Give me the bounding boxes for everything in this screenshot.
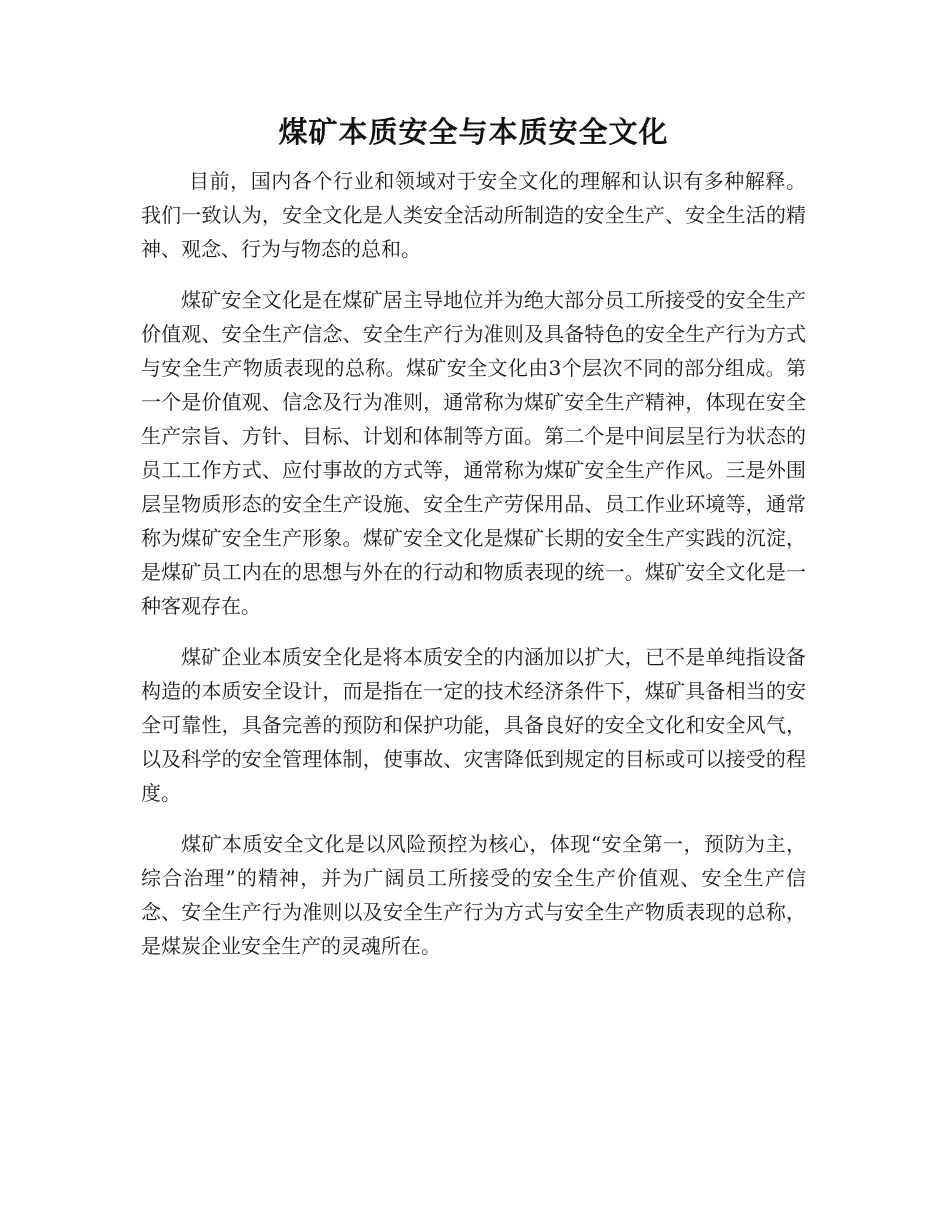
document-body — [141, 112, 806, 963]
paragraph-4: 煤矿本质安全文化是以风险预控为核心，体现“安全第一，预防为主，综合治理”的精神，并为广阔员工所接受的安全生产价值观、安全生产信念、安全生产行为准则以及安全生产行为方式与安全生产物质表现的总称，是煤炭企业安全生产的灵魂所在。 — [141, 832, 806, 958]
paragraph-2: 煤矿安全文化是在煤矿居主导地位并为绝大部分员工所接受的安全生产价值观、安全生产信念、安全生产行为准则及具备特色的安全生产行为方式与安全生产物质表现的总称。煤矿安全文化由3个层次不同的部分组成。第一个是价值观、信念及行为准则，通常称为煤矿安全生产精神，体现在安全生产宗旨、方针、目标、计划和体制等方面。第二个是中间层呈行为状态的员工工作方式、应付事故的方式等，通常称为煤矿安全生产作风。三是外围层呈物质形态的安全生产设施、安全生产劳保用品、员工作业环境等，通常称为煤矿安全生产形象。煤矿安全文化是煤矿长期的安全生产实践的沉淀，是煤矿员工内在的思想与外在的行动和物质表现的统一。煤矿安全文化是一种客观存在。 — [141, 288, 806, 618]
document-title: 煤矿本质安全与本质安全文化 — [278, 115, 669, 149]
paragraph-1: 目前，国内各个行业和领域对于安全文化的理解和认识有多种解释。我们一致认为，安全文化是人类安全活动所制造的安全生产、安全生活的精神、观念、行为与物态的总和。 — [141, 169, 806, 261]
paragraph-3: 煤矿企业本质安全化是将本质安全的内涵加以扩大，已不是单纯指设备构造的本质安全设计，而是指在一定的技术经济条件下，煤矿具备相当的安全可靠性，具备完善的预防和保护功能，具备良好的安全文化和安全风气，以及科学的安全管理体制，使事故、灾害降低到规定的目标或可以接受的程度。 — [141, 645, 806, 805]
